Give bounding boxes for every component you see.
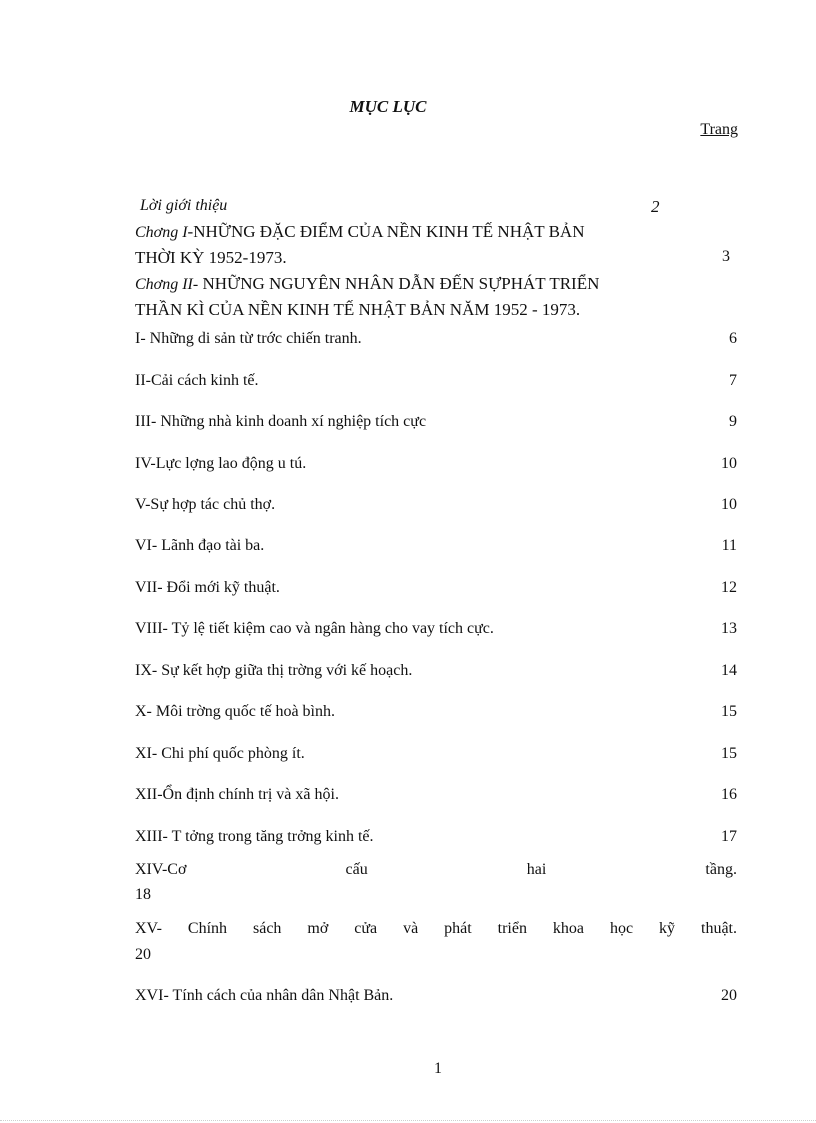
toc-entry-text: II-Cải cách kinh tế.	[135, 372, 259, 389]
toc-entry-page: 17	[721, 828, 737, 845]
toc-entry-page: 12	[721, 579, 737, 596]
toc-entry	[135, 662, 737, 680]
toc-entry-text: XIII- T tởng trong tăng trởng kinh tế.	[135, 828, 374, 845]
intro-label: Lời giới thiệu	[140, 197, 228, 214]
chapter-2-label: Chơng II-	[135, 276, 199, 293]
toc-entry-text: VI- Lãnh đạo tài ba.	[135, 537, 265, 554]
footer-page-number: 1	[434, 1060, 442, 1077]
toc-entry-page: 18	[135, 886, 151, 903]
chapter-1-label: Chơng I	[135, 224, 188, 241]
toc-entry	[135, 745, 737, 763]
toc-word: kỹ	[659, 920, 676, 937]
toc-entry	[135, 413, 737, 431]
toc-entry-page: 20	[135, 946, 151, 963]
toc-word: cấu	[345, 861, 368, 878]
toc-word: Chính	[187, 920, 228, 937]
toc-entry-page: 15	[721, 745, 737, 762]
toc-entry-page: 16	[721, 786, 737, 803]
toc-entry	[135, 987, 737, 1005]
chapter-2-line2: THẦN KÌ CỦA NỀN KINH TẾ NHẬT BẢN NĂM 1952 - 1973.	[135, 300, 581, 319]
toc-entry	[135, 496, 737, 514]
toc-entry-page: 20	[721, 987, 737, 1004]
toc-word: XV-	[135, 920, 162, 937]
chapter-2-title: NHỮNG NGUYÊN NHÂN DẪN ĐẾN SỰPHÁT TRIỂN	[202, 274, 600, 293]
toc-entry	[135, 828, 737, 846]
toc-entry	[135, 330, 737, 348]
toc-entry	[135, 372, 737, 390]
toc-word: mở	[307, 920, 329, 937]
toc-entry-page: 10	[721, 496, 737, 513]
toc-entry-text: IV-Lực lợng lao động u tú.	[135, 455, 307, 472]
toc-entry-text: III- Những nhà kinh doanh xí nghiệp tích cực	[135, 413, 427, 430]
chapter-2-line1	[135, 274, 599, 294]
toc-entry-page: 7	[729, 372, 737, 389]
toc-word: XIV-Cơ	[135, 861, 187, 878]
toc-word: và	[403, 920, 419, 937]
toc-entry-page: 10	[721, 455, 737, 472]
toc-word: hai	[526, 861, 547, 878]
toc-entry-page: 13	[721, 620, 737, 637]
toc-word: sách	[253, 920, 282, 937]
chapter-1-page: 3	[722, 248, 730, 265]
toc-word: thuật.	[701, 920, 737, 937]
toc-entry-page: 15	[721, 703, 737, 720]
toc-word: cửa	[354, 920, 378, 937]
intro-page: 2	[651, 197, 660, 216]
toc-entry-justified	[135, 920, 737, 938]
toc-entry-text: IX- Sự kết hợp giữa thị trờng với kế hoạch.	[135, 662, 413, 679]
toc-entry-text: XII-Ổn định chính trị và xã hội.	[135, 786, 339, 803]
toc-entry-text: XI- Chi phí quốc phòng ít.	[135, 745, 305, 762]
toc-entry-text: VII- Đổi mới kỹ thuật.	[135, 579, 280, 596]
toc-word: học	[609, 920, 634, 937]
chapter-1-line2: THỜI KỲ 1952-1973.	[135, 248, 287, 267]
toc-word: khoa	[552, 920, 585, 937]
toc-entry-text: V-Sự hợp tác chủ thợ.	[135, 496, 276, 513]
toc-entry-page: 9	[729, 413, 737, 430]
toc-entry-text: VIII- Tỷ lệ tiết kiệm cao và ngân hàng cho vay tích cực.	[135, 620, 494, 637]
toc-entry	[135, 786, 737, 804]
toc-word: phát	[444, 920, 472, 937]
toc-entry	[135, 537, 737, 555]
toc-entry-page: 14	[721, 662, 737, 679]
toc-entry	[135, 455, 737, 473]
toc-entry-text: I- Những di sản từ trớc chiến tranh.	[135, 330, 362, 347]
toc-word: tầng.	[705, 861, 737, 878]
toc-entry	[135, 703, 737, 721]
page-column-label: Trang	[700, 121, 738, 138]
toc-entry	[135, 620, 737, 638]
toc-entry-text: X- Môi trờng quốc tế hoà bình.	[135, 703, 335, 720]
toc-entry-page: 6	[729, 330, 737, 347]
toc-entry	[135, 579, 737, 597]
toc-entry-text: XVI- Tính cách của nhân dân Nhật Bản.	[135, 987, 394, 1004]
chapter-1-line1	[135, 222, 584, 242]
toc-entry-page: 11	[721, 537, 737, 554]
toc-entry-justified	[135, 861, 737, 879]
toc-word: triển	[497, 920, 527, 937]
toc-title: MỤC LỤC	[349, 97, 427, 116]
chapter-1-title: -NHỮNG ĐẶC ĐIỂM CỦA NỀN KINH TẾ NHẬT BẢN	[187, 222, 585, 241]
page-bottom-divider	[0, 1120, 816, 1121]
